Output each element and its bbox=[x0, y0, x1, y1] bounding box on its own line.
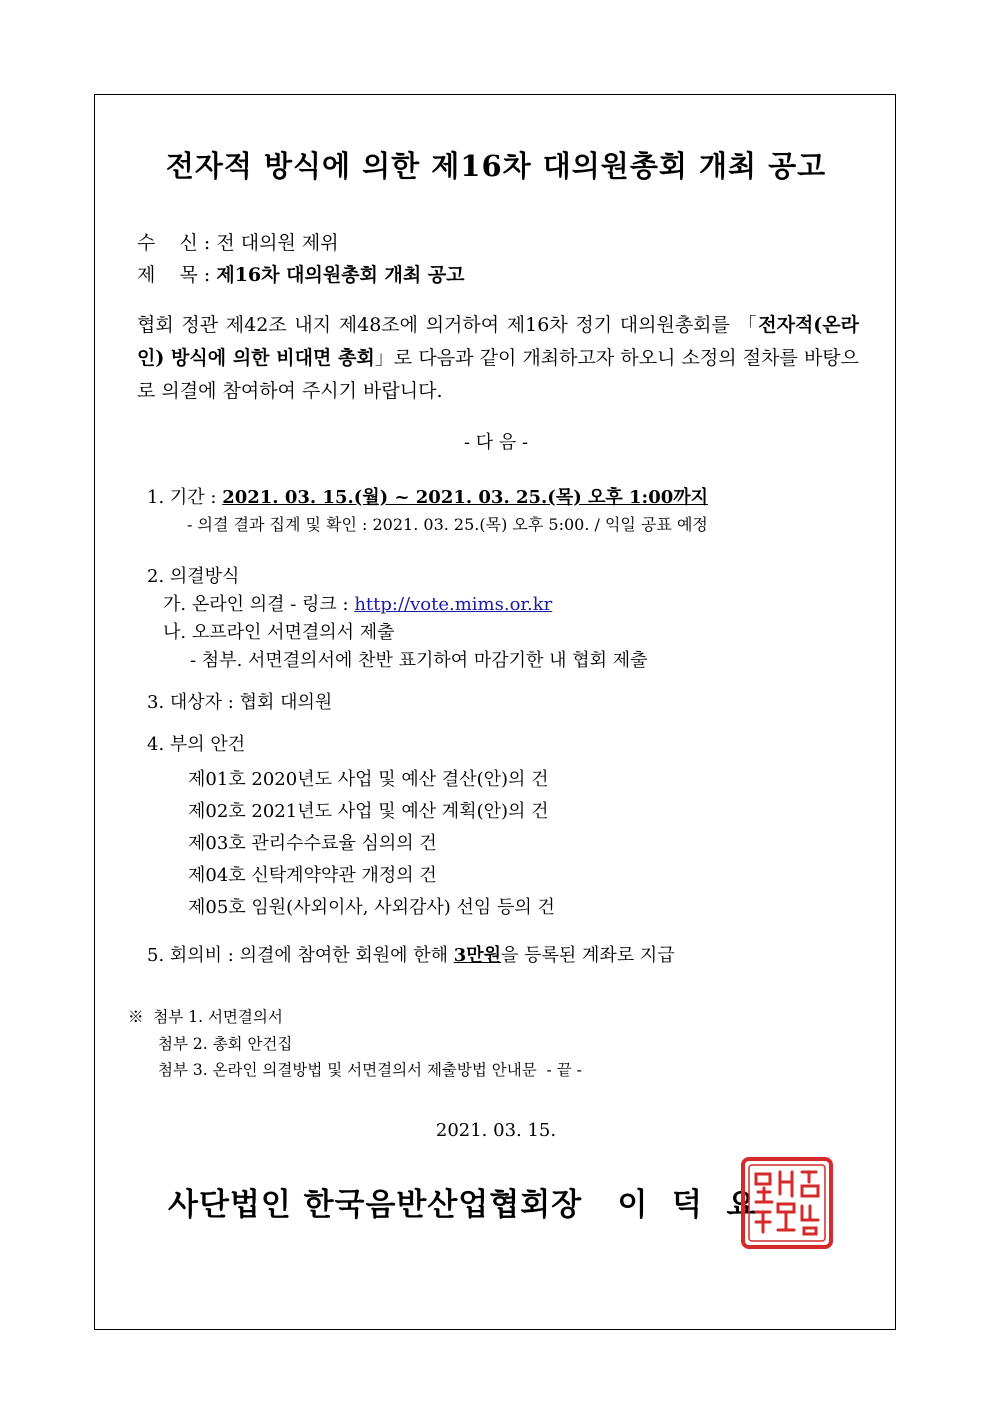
fee-prefix: 5. 회의비 : 의결에 참여한 회원에 한해 bbox=[147, 945, 454, 966]
period-note: - 의결 결과 집계 및 확인 : 2021. 03. 25.(목) 오후 5:00. / 익일 공표 예정 bbox=[187, 515, 708, 534]
item-period bbox=[147, 483, 708, 509]
recipient-line bbox=[137, 228, 339, 255]
period-label: 1. 기간 : bbox=[147, 487, 217, 508]
fee-suffix: 을 등록된 계좌로 지급 bbox=[501, 945, 675, 966]
fee-amount: 3만원 bbox=[453, 945, 502, 966]
online-voting-line bbox=[163, 590, 552, 616]
offline-voting-line: 나. 오프라인 서면결의서 제출 bbox=[163, 622, 395, 643]
meeting-fee-line bbox=[147, 941, 675, 967]
attachment-3: 첨부 3. 온라인 의결방법 및 서면결의서 제출방법 안내문 - 끝 - bbox=[158, 1061, 582, 1079]
period-value: 2021. 03. 15.(월) ~ 2021. 03. 25.(목) 오후 1:00까지 bbox=[222, 487, 709, 508]
vote-link[interactable]: http://vote.mims.or.kr bbox=[354, 594, 553, 615]
agenda-item: 제03호 관리수수료율 심의의 건 bbox=[188, 833, 437, 854]
document-title: 전자적 방식에 의한 제16차 대의원총회 개최 공고 bbox=[165, 149, 827, 183]
subject-label: 제 목 : bbox=[137, 264, 211, 286]
signature-line: 사단법인 한국음반산업협회장 이 덕 요 bbox=[168, 1187, 758, 1223]
subject-value: 제16차 대의원총회 개최 공고 bbox=[216, 264, 465, 286]
attachment-1: ※ 첨부 1. 서면결의서 bbox=[128, 1008, 283, 1026]
notice-date: 2021. 03. 15. bbox=[435, 1120, 557, 1141]
recipient-value: 전 대의원 제위 bbox=[216, 232, 339, 254]
intro-text-2: 」로 다음과 같이 개최하고자 하오니 소정의 절차를 바탕으로 의결에 참여하여 주시기 바랍니다. bbox=[137, 347, 860, 402]
agenda-item: 제01호 2020년도 사업 및 예산 결산(안)의 건 bbox=[188, 769, 549, 790]
offline-voting-note: - 첨부. 서면결의서에 찬반 표기하여 마감기한 내 협회 제출 bbox=[190, 650, 648, 671]
online-voting-label: 가. 온라인 의결 - 링크 : bbox=[163, 594, 349, 615]
attachment-2: 첨부 2. 총회 안건집 bbox=[158, 1035, 293, 1053]
agenda-item: 제04호 신탁계약약관 개정의 건 bbox=[188, 865, 437, 886]
agenda-label: 4. 부의 안건 bbox=[147, 734, 246, 755]
target-line: 3. 대상자 : 협회 대의원 bbox=[147, 692, 333, 713]
subject-line bbox=[137, 260, 465, 287]
intro-bold: 전자적(온라인) 방식에 의한 비대면 총회 bbox=[137, 314, 859, 369]
official-seal-icon bbox=[740, 1156, 834, 1250]
section-separator: - 다 음 - bbox=[463, 432, 529, 453]
agenda-item: 제05호 임원(사외이사, 사외감사) 선임 등의 건 bbox=[188, 897, 555, 918]
voting-method-label: 2. 의결방식 bbox=[147, 566, 240, 587]
agenda-item: 제02호 2021년도 사업 및 예산 계획(안)의 건 bbox=[188, 801, 549, 822]
recipient-label: 수 신 : bbox=[137, 232, 211, 254]
intro-text-1: 협회 정관 제42조 내지 제48조에 의거하여 제16차 정기 대의원총회를 「 bbox=[137, 314, 759, 336]
intro-paragraph bbox=[137, 309, 859, 408]
